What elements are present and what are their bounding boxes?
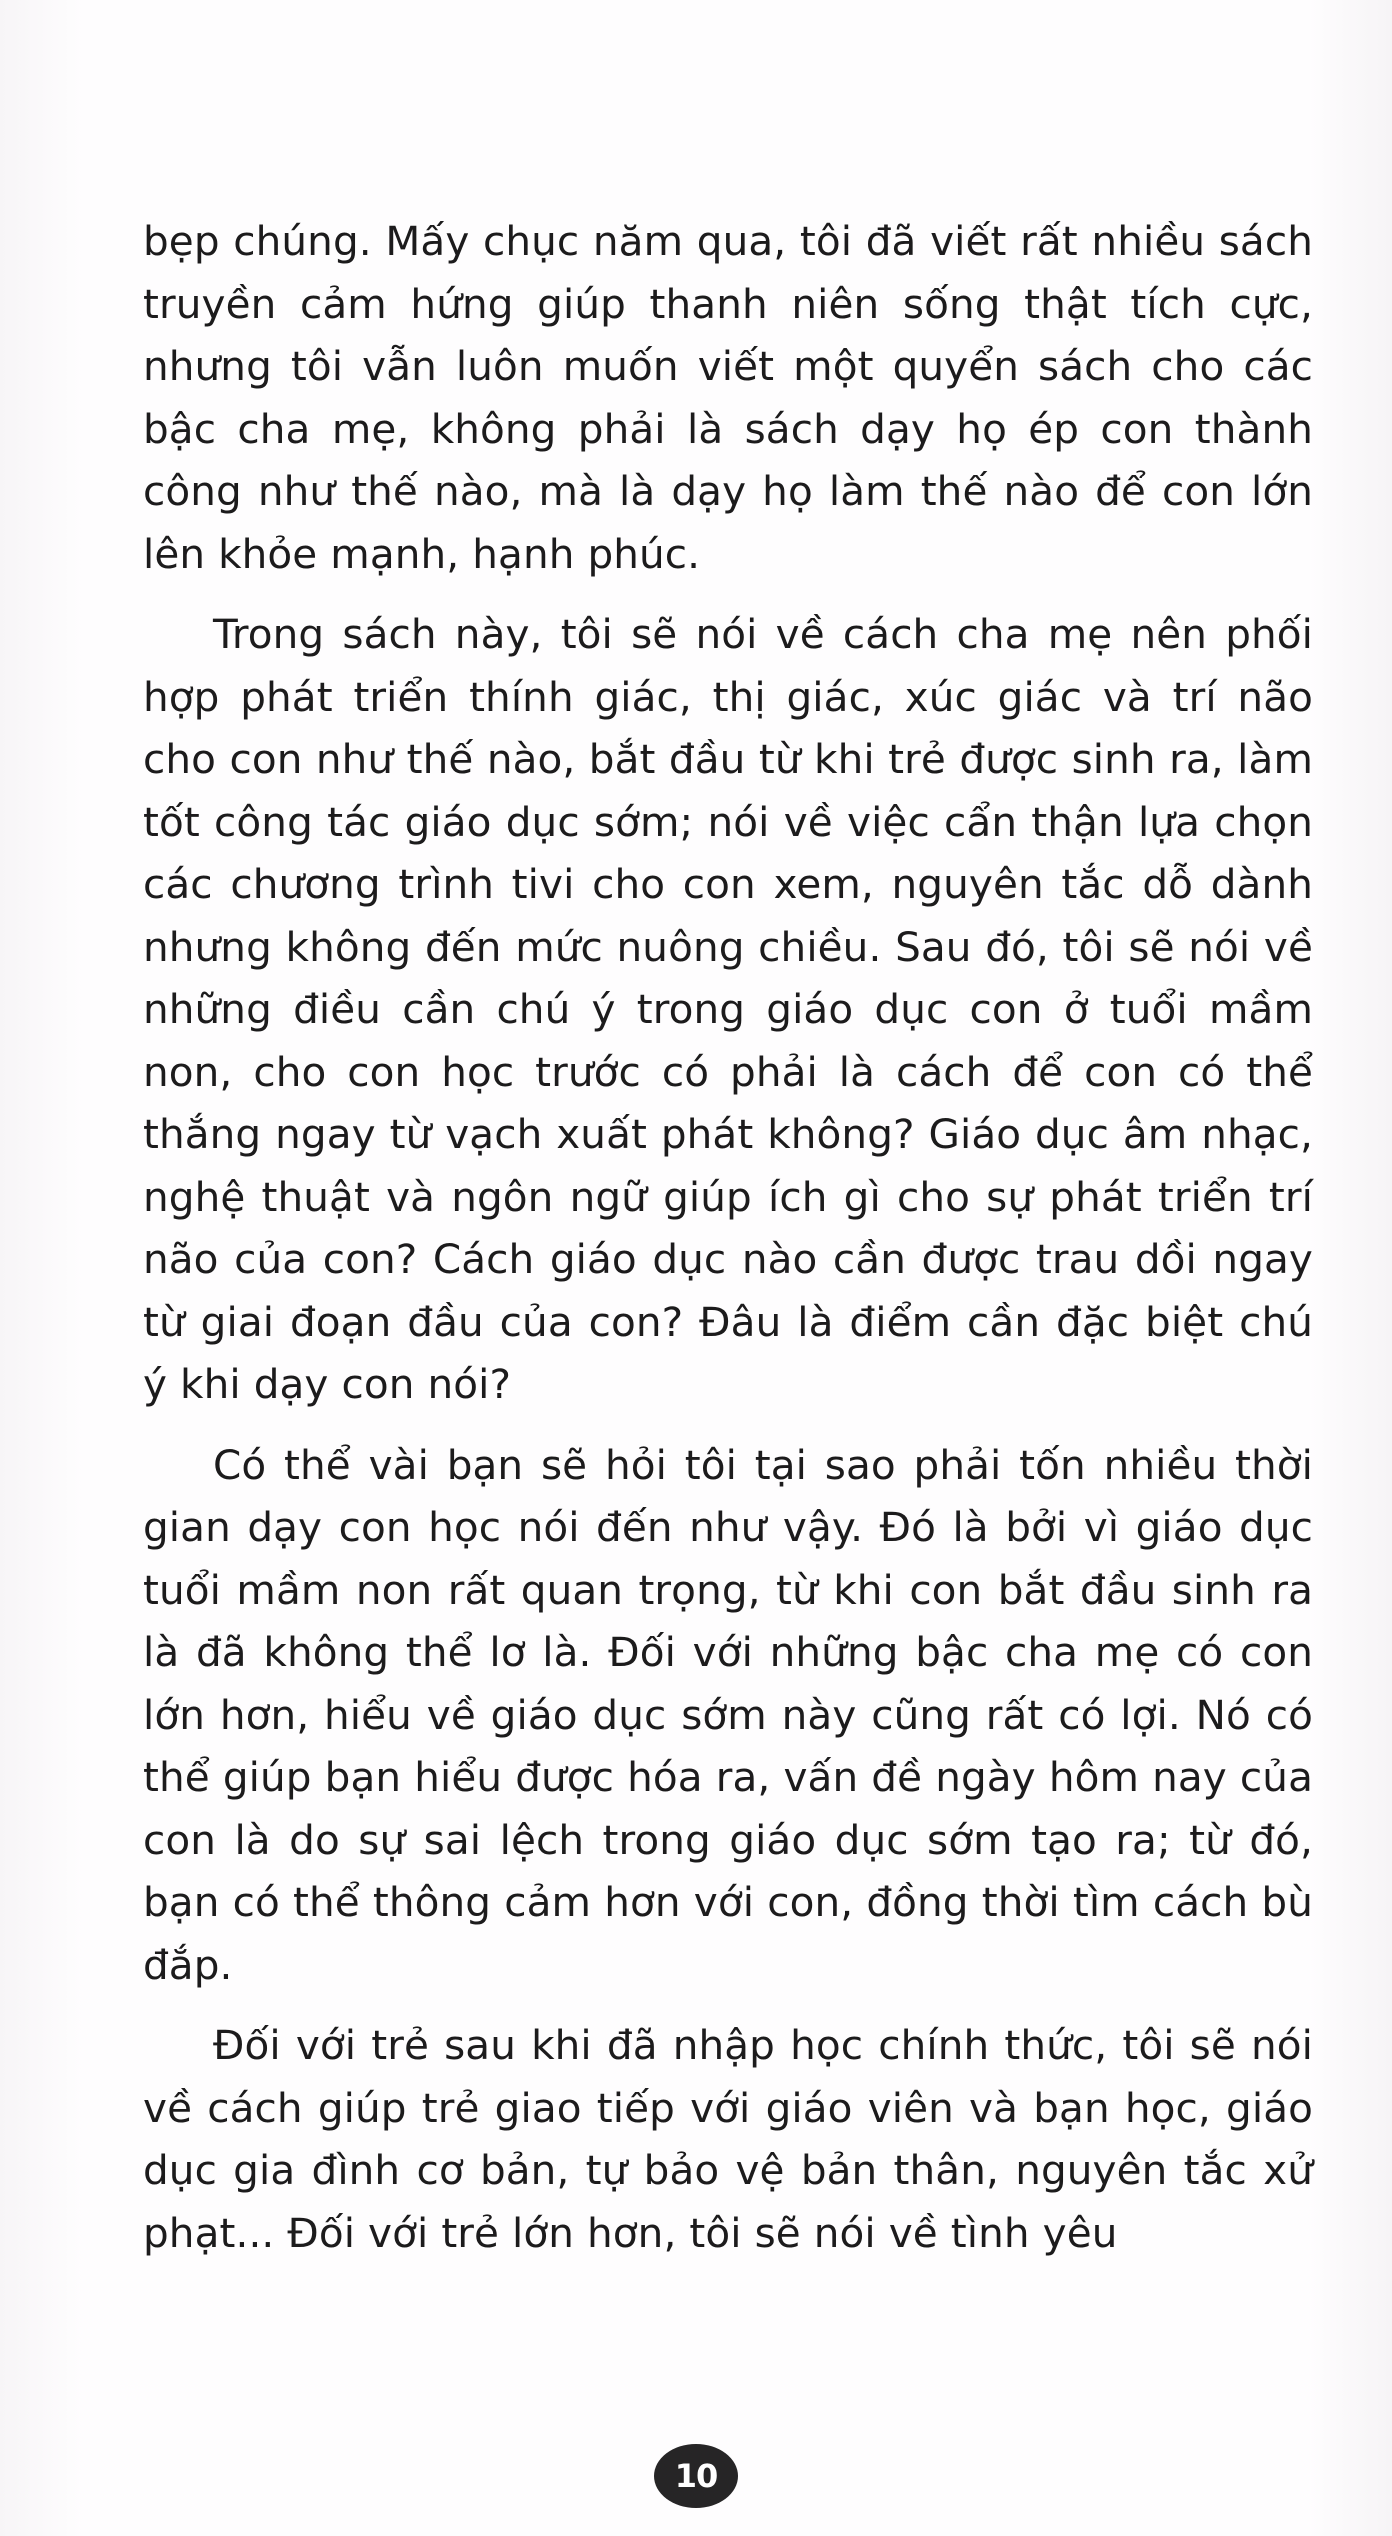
paragraph-4: Đối với trẻ sau khi đã nhập học chính thức, tôi sẽ nói về cách giúp trẻ giao tiếp với giáo viên và bạn học, giáo dục gia đình cơ bản, tự bảo vệ bản thân, nguyên tắc xử phạt... Đối với trẻ lớn hơn, tôi sẽ nói về tình yêu: [143, 2021, 1313, 2257]
paragraph-2: Trong sách này, tôi sẽ nói về cách cha mẹ nên phối hợp phát triển thính giác, thị giác, xúc giác và trí não cho con như thế nào, bắt đầu từ khi trẻ được sinh ra, làm tốt công tác giáo dục sớm; nói về việc cẩn thận lựa chọn các chương trình tivi cho con xem, nguyên tắc dỗ dành nhưng không đến mức nuông chiều. Sau đó, tôi sẽ nói về những điều cần chú ý trong giáo dục con ở tuổi mầm non, cho con học trước có phải là cách để con có thể thắng ngay từ vạch xuất phát không? Giáo dục âm nhạc, nghệ thuật và ngôn ngữ giúp ích gì cho sự phát triển trí não của con? Cách giáo dục nào cần được trau dồi ngay từ giai đoạn đầu của con? Đâu là điểm cần đặc biệt chú ý khi dạy con nói?: [143, 610, 1313, 1408]
paragraph-3: Có thể vài bạn sẽ hỏi tôi tại sao phải tốn nhiều thời gian dạy con học nói đến như vậy. Đó là bởi vì giáo dục tuổi mầm non rất quan trọng, từ khi con bắt đầu sinh ra là đã không thể lơ là. Đối với những bậc cha mẹ có con lớn hơn, hiểu về giáo dục sớm này cũng rất có lợi. Nó có thể giúp bạn hiểu được hóa ra, vấn đề ngày hôm nay của con là do sự sai lệch trong giáo dục sớm tạo ra; từ đó, bạn có thể thông cảm hơn với con, đồng thời tìm cách bù đắp.: [143, 1440, 1313, 1989]
body-text: [143, 210, 1313, 2264]
paragraph-1: bẹp chúng. Mấy chục năm qua, tôi đã viết rất nhiều sách truyền cảm hứng giúp thanh niên sống thật tích cực, nhưng tôi vẫn luôn muốn viết một quyển sách cho các bậc cha mẹ, không phải là sách dạy họ ép con thành công như thế nào, mà là dạy họ làm thế nào để con lớn lên khỏe mạnh, hạnh phúc.: [143, 217, 1313, 578]
page-number: 10: [674, 2457, 718, 2495]
page-number-badge: [654, 2444, 738, 2508]
